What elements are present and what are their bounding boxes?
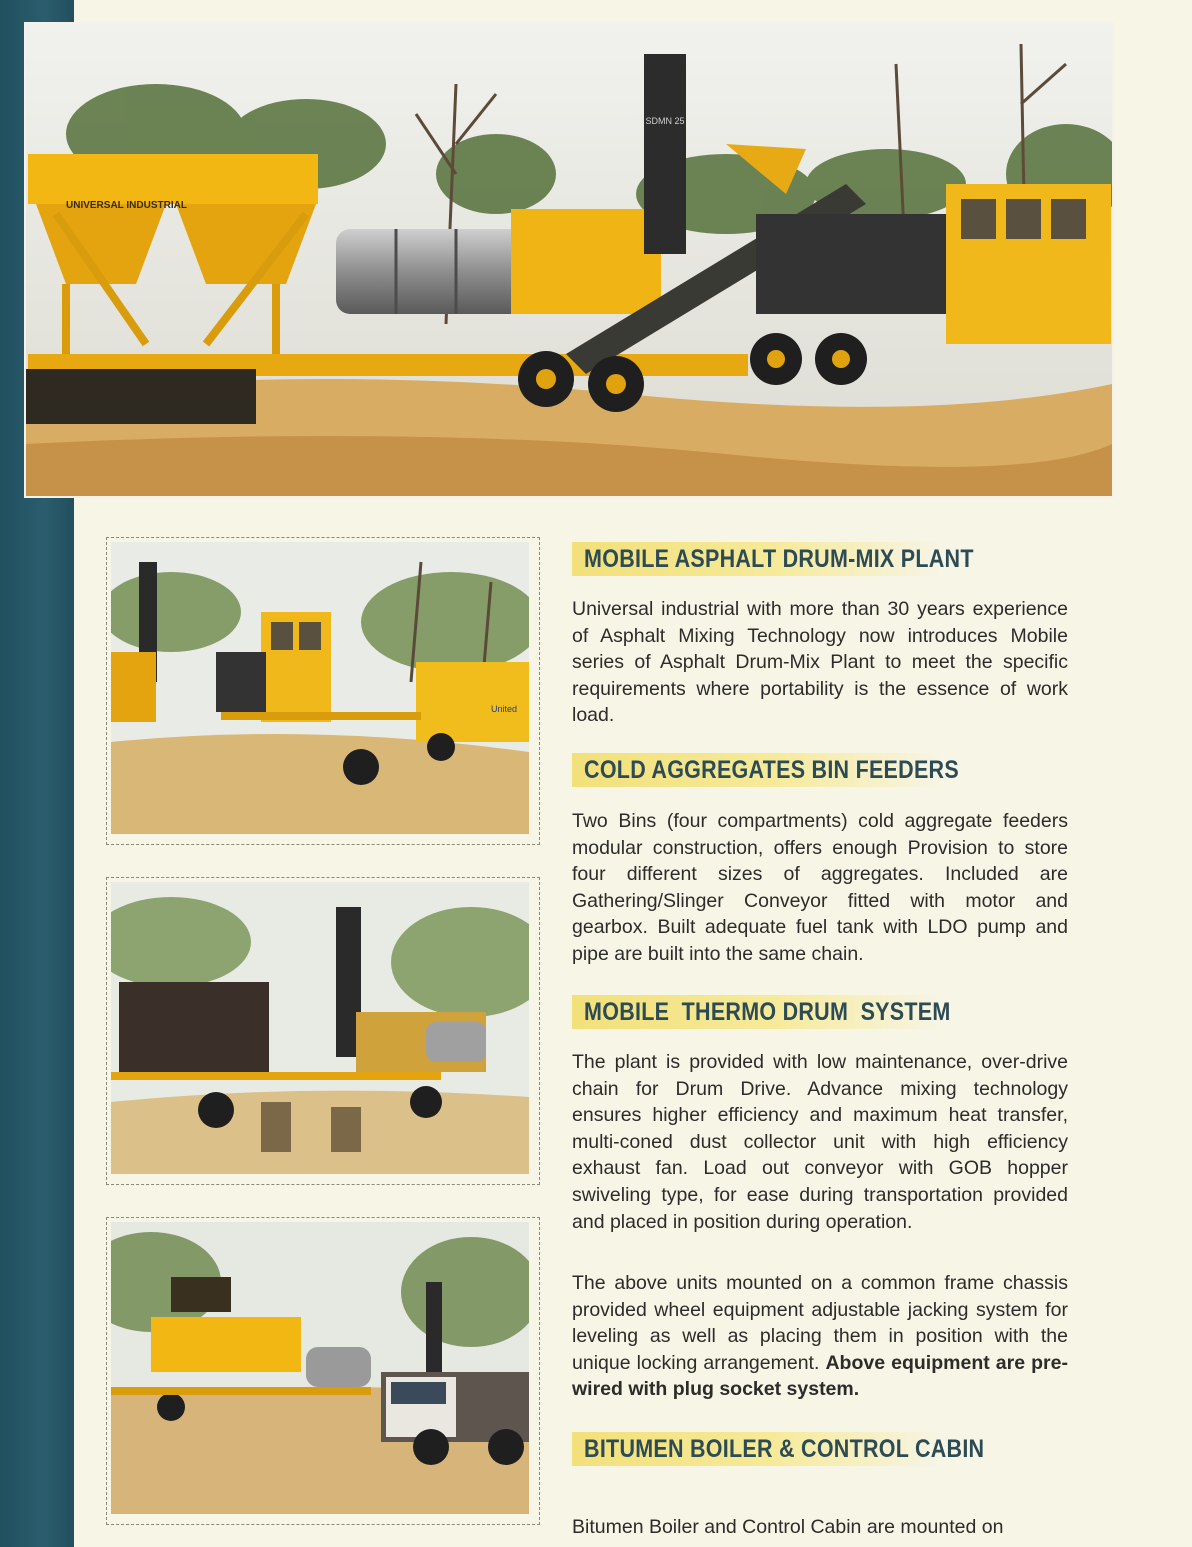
hero-photo-drum-mix-plant xyxy=(24,22,1114,498)
prewired-bold-text: Above equipment are pre-wired with plug socket system. xyxy=(572,1351,1068,1401)
section-body-thermo-drum-2 xyxy=(572,1270,1068,1403)
section-heading-mobile-asphalt: MOBILE ASPHALT DRUM-MIX PLANT xyxy=(572,542,942,576)
section-heading-bitumen-boiler: BITUMEN BOILER & CONTROL CABIN xyxy=(572,1432,942,1466)
section-heading-cold-aggregates: COLD AGGREGATES BIN FEEDERS xyxy=(572,753,942,787)
section-body-thermo-drum: The plant is provided with low maintenance, over-drive chain for Drum Drive. Advance mixing technology ensures higher efficiency and maximum heat transfer, multi-coned dust collector unit with high efficiency exhaust fan. Load out conveyor with GOB hopper swiveling type, for ease during transportation provided and placed in position during operation. xyxy=(572,1051,1068,1233)
plant-sign-text: UNIVERSAL INDUSTRIAL xyxy=(66,200,187,211)
chimney-text: SDMN 25 xyxy=(645,116,685,126)
section-body-mobile-asphalt: Universal industrial with more than 30 years experience of Asphalt Mixing Technology now introduces Mobile series of Asphalt Drum-Mix Plant to meet the specific requirements where portability is the essence of work load. xyxy=(572,598,1068,727)
chassis-text: The above units mounted on a common frame chassis provided wheel equipment adjustable jacking system for leveling as well as placing them in position with the unique locking arrangement. xyxy=(572,1272,1068,1374)
photo-cabin-and-generator xyxy=(106,537,540,845)
section-body-bitumen-boiler: Bitumen Boiler and Control Cabin are mounted on xyxy=(572,1516,1004,1538)
generator-label: United xyxy=(491,704,518,714)
section-heading-thermo-drum: MOBILE THERMO DRUM SYSTEM xyxy=(572,995,942,1029)
section-body-cold-aggregates: Two Bins (four compartments) cold aggregate feeders modular construction, offers enough Provision to store four different sizes of aggregates. Included are Gathering/Slinger Conveyor fitted with motor and gearbox. Built adequate fuel tank with LDO pump and pipe are built into the same chain. xyxy=(572,810,1068,965)
photo-plant-and-truck xyxy=(106,1217,540,1525)
photo-tank-and-drum xyxy=(106,877,540,1185)
